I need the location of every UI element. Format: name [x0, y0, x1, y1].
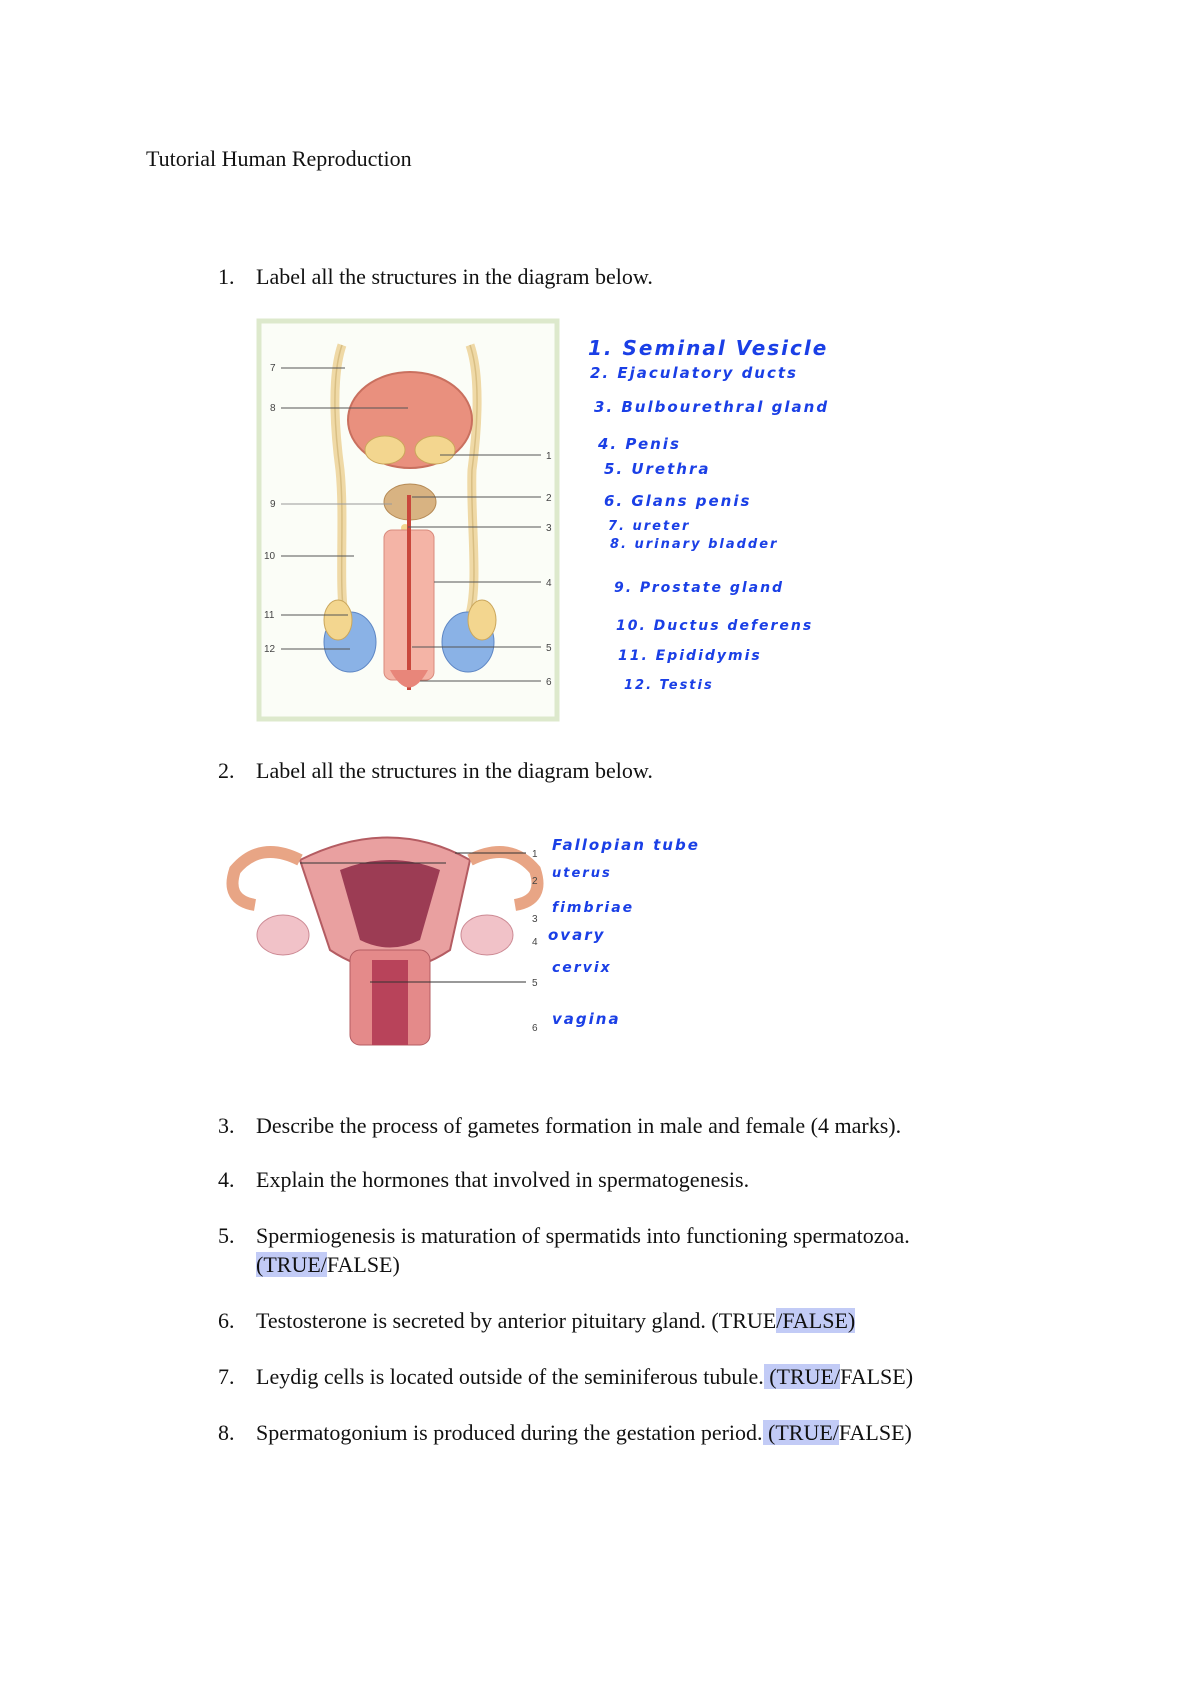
male-answer-12: 12. Testis [624, 678, 714, 693]
highlighted-answer: (TRUE/ [763, 1364, 841, 1389]
question-5 [218, 1221, 1118, 1281]
question-text: Testosterone is secreted by anterior pituitary gland. (TRUE/FALSE) [256, 1308, 856, 1333]
question-text: Spermatogonium is produced during the gestation period. (TRUE/FALSE) [256, 1420, 912, 1445]
female-label-6: 6 [532, 1023, 538, 1034]
highlighted-answer: (TRUE/ [762, 1420, 839, 1445]
male-answer-1: 1. Seminal Vesicle [588, 336, 829, 360]
female-answer-4: ovary [548, 926, 606, 944]
male-label-8: 8 [270, 403, 276, 414]
question-number: 3. [218, 1113, 235, 1138]
question-text: Describe the process of gametes formation in male and female (4 marks). [256, 1113, 902, 1138]
male-answer-3: 3. Bulbourethral gland [594, 398, 830, 416]
question-text: Label all the structures in the diagram below. [256, 264, 653, 289]
female-label-5: 5 [532, 978, 538, 989]
male-answer-11: 11. Epididymis [618, 648, 762, 664]
female-label-4: 4 [532, 937, 538, 948]
female-answer-2: uterus [552, 866, 612, 881]
question-number: 2. [218, 758, 235, 783]
female-label-2: 2 [532, 876, 538, 887]
male-label-12: 12 [264, 644, 276, 655]
female-answer-3: fimbriae [552, 900, 635, 916]
male-answer-10: 10. Ductus deferens [616, 618, 814, 634]
male-label-11: 11 [264, 610, 275, 621]
question-text: Explain the hormones that involved in spermatogenesis. [256, 1167, 750, 1192]
question-text: Label all the structures in the diagram below. [256, 758, 653, 783]
question-number: 5. [218, 1223, 235, 1248]
male-answer-5: 5. Urethra [604, 460, 711, 478]
female-answer-1: Fallopian tube [552, 836, 700, 854]
male-answer-6: 6. Glans penis [604, 492, 752, 510]
male-answer-4: 4. Penis [598, 435, 681, 453]
female-label-3: 3 [532, 914, 538, 925]
question-answer: (TRUE/FALSE) [256, 1252, 400, 1277]
male-label-7: 7 [270, 363, 276, 374]
male-answer-8: 8. urinary bladder [610, 537, 779, 552]
question-number: 6. [218, 1308, 235, 1333]
female-reproductive-diagram [233, 838, 539, 1046]
male-answer-9: 9. Prostate gland [614, 580, 785, 596]
male-label-6: 6 [546, 677, 552, 688]
female-answer-6: vagina [552, 1010, 621, 1028]
highlighted-answer: (TRUE/ [256, 1252, 327, 1277]
question-number: 7. [218, 1364, 235, 1389]
question-text: Spermiogenesis is maturation of spermatids into functioning spermatozoa. [256, 1223, 910, 1248]
male-label-9: 9 [270, 499, 276, 510]
male-label-3: 3 [546, 523, 552, 534]
male-label-1: 1 [546, 451, 552, 462]
male-answer-7: 7. ureter [608, 519, 691, 534]
male-answer-2: 2. Ejaculatory ducts [590, 364, 798, 382]
question-text: Leydig cells is located outside of the seminiferous tubule. (TRUE/FALSE) [256, 1364, 914, 1389]
male-label-4: 4 [546, 578, 552, 589]
highlighted-answer: /FALSE) [776, 1308, 856, 1333]
question-number: 1. [218, 264, 235, 289]
female-answer-5: cervix [552, 960, 612, 976]
male-label-10: 10 [264, 551, 276, 562]
male-label-2: 2 [546, 493, 552, 504]
male-label-5: 5 [546, 643, 552, 654]
page-title: Tutorial Human Reproduction [146, 146, 412, 171]
female-label-1: 1 [532, 849, 538, 860]
question-number: 8. [218, 1420, 235, 1445]
question-number: 4. [218, 1167, 235, 1192]
